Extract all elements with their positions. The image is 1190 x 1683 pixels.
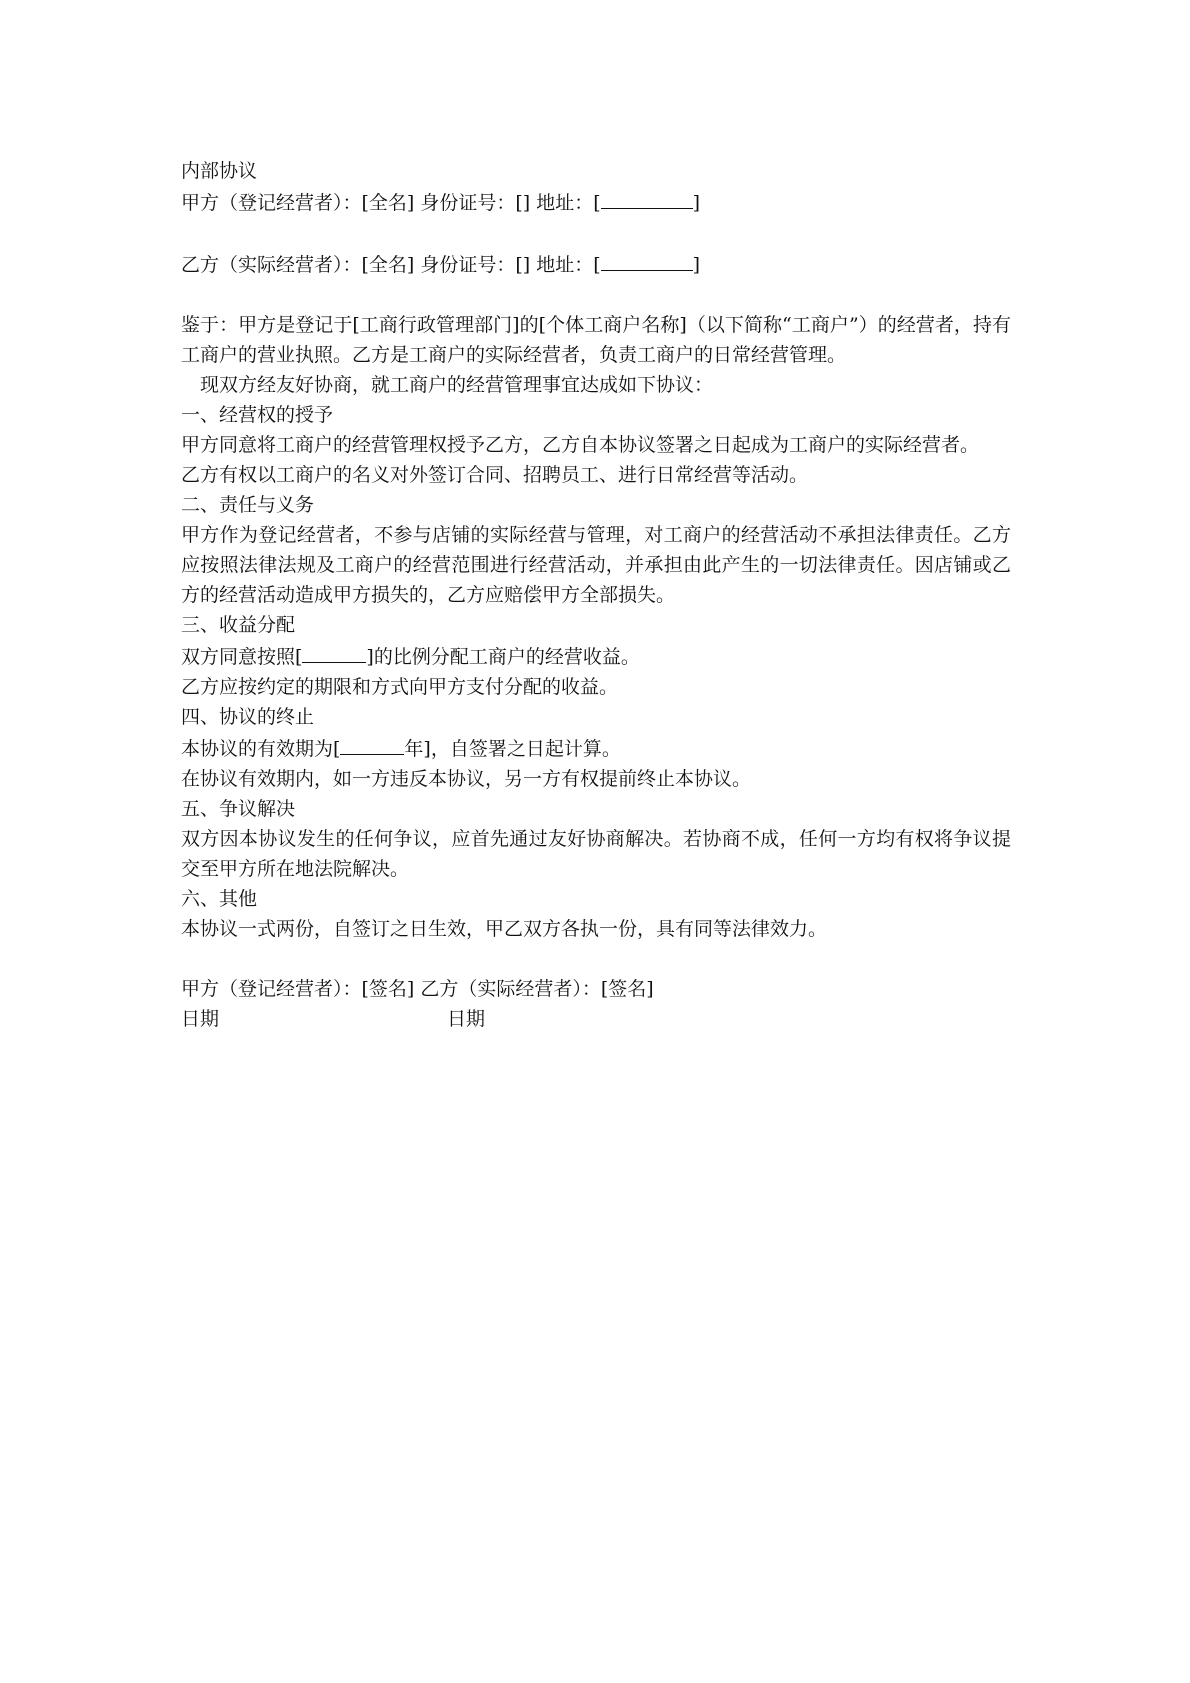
party-a-label: 甲方（登记经营者）：[全名] 身份证号：[] 地址：[ [181, 192, 601, 214]
section-1-paragraph-1: 甲方同意将工商户的经营管理权授予乙方，乙方自本协议签署之日起成为工商户的实际经营者。 [181, 434, 980, 456]
section-4-paragraph-2: 在协议有效期内，如一方违反本协议，另一方有权提前终止本协议。 [181, 768, 752, 790]
section-3-title: 三、收益分配 [181, 614, 296, 636]
section-2-title: 二、责任与义务 [181, 494, 315, 516]
section-3-p1-post: ]的比例分配工商户的经营收益。 [366, 646, 640, 668]
intro-clause: 现双方经友好协商，就工商户的经营管理事宜达成如下协议： [200, 374, 714, 396]
section-1-paragraph-2: 乙方有权以工商户的名义对外签订合同、招聘员工、进行日常经营等活动。 [181, 464, 809, 486]
section-4-title: 四、协议的终止 [181, 706, 315, 728]
party-b-end: ] [692, 254, 701, 276]
spacer [181, 280, 1011, 310]
party-b-address-blank [601, 248, 693, 271]
section-6-paragraph-1: 本协议一式两份，自签订之日生效，甲乙双方各执一份，具有同等法律效力。 [181, 918, 828, 940]
party-a-end: ] [692, 192, 701, 214]
spacer [181, 944, 1011, 974]
party-b-date: 日期 [447, 1008, 486, 1030]
spacer [181, 218, 1011, 248]
party-a-date: 日期 [181, 1008, 220, 1030]
party-a-info [181, 186, 1011, 218]
section-1-title: 一、经营权的授予 [181, 404, 334, 426]
section-3-p1-pre: 双方同意按照[ [181, 646, 303, 668]
section-4-paragraph-1 [181, 732, 1011, 764]
section-5-paragraph-1: 双方因本协议发生的任何争议，应首先通过友好协商解决。若协商不成，任何一方均有权将争议提交至甲方所在地法院解决。 [181, 828, 1011, 880]
party-b-label: 乙方（实际经营者）：[全名] 身份证号：[] 地址：[ [181, 254, 601, 276]
signature-dates [181, 1004, 1011, 1034]
document-title: 内部协议 [181, 160, 258, 182]
section-5-title: 五、争议解决 [181, 798, 296, 820]
section-4-p1-pre: 本协议的有效期为[ [181, 738, 341, 760]
party-b-info [181, 248, 1011, 280]
ratio-blank [302, 640, 366, 663]
section-2-paragraph-1: 甲方作为登记经营者，不参与店铺的实际经营与管理，对工商户的经营活动不承担法律责任。乙方应按照法律法规及工商户的经营范围进行经营活动，并承担由此产生的一切法律责任。因店铺或乙方的经营活动造成甲方损失的，乙方应赔偿甲方全部损失。 [181, 524, 1011, 606]
agreement-body [181, 156, 1011, 1034]
section-4-p1-post: 年]，自签署之日起计算。 [404, 738, 621, 760]
party-a-address-blank [601, 186, 693, 209]
term-years-blank [340, 732, 404, 755]
section-3-paragraph-2: 乙方应按约定的期限和方式向甲方支付分配的收益。 [181, 676, 619, 698]
whereas-clause: 鉴于：甲方是登记于[工商行政管理部门]的[个体工商户名称]（以下简称“工商户”）的经营者，持有工商户的营业执照。乙方是工商户的实际经营者，负责工商户的日常经营管理。 [181, 314, 1011, 366]
section-3-paragraph-1 [181, 640, 1011, 672]
signature-line: 甲方（登记经营者）：[签名] 乙方（实际经营者）：[签名] [181, 978, 654, 1000]
section-6-title: 六、其他 [181, 888, 258, 910]
